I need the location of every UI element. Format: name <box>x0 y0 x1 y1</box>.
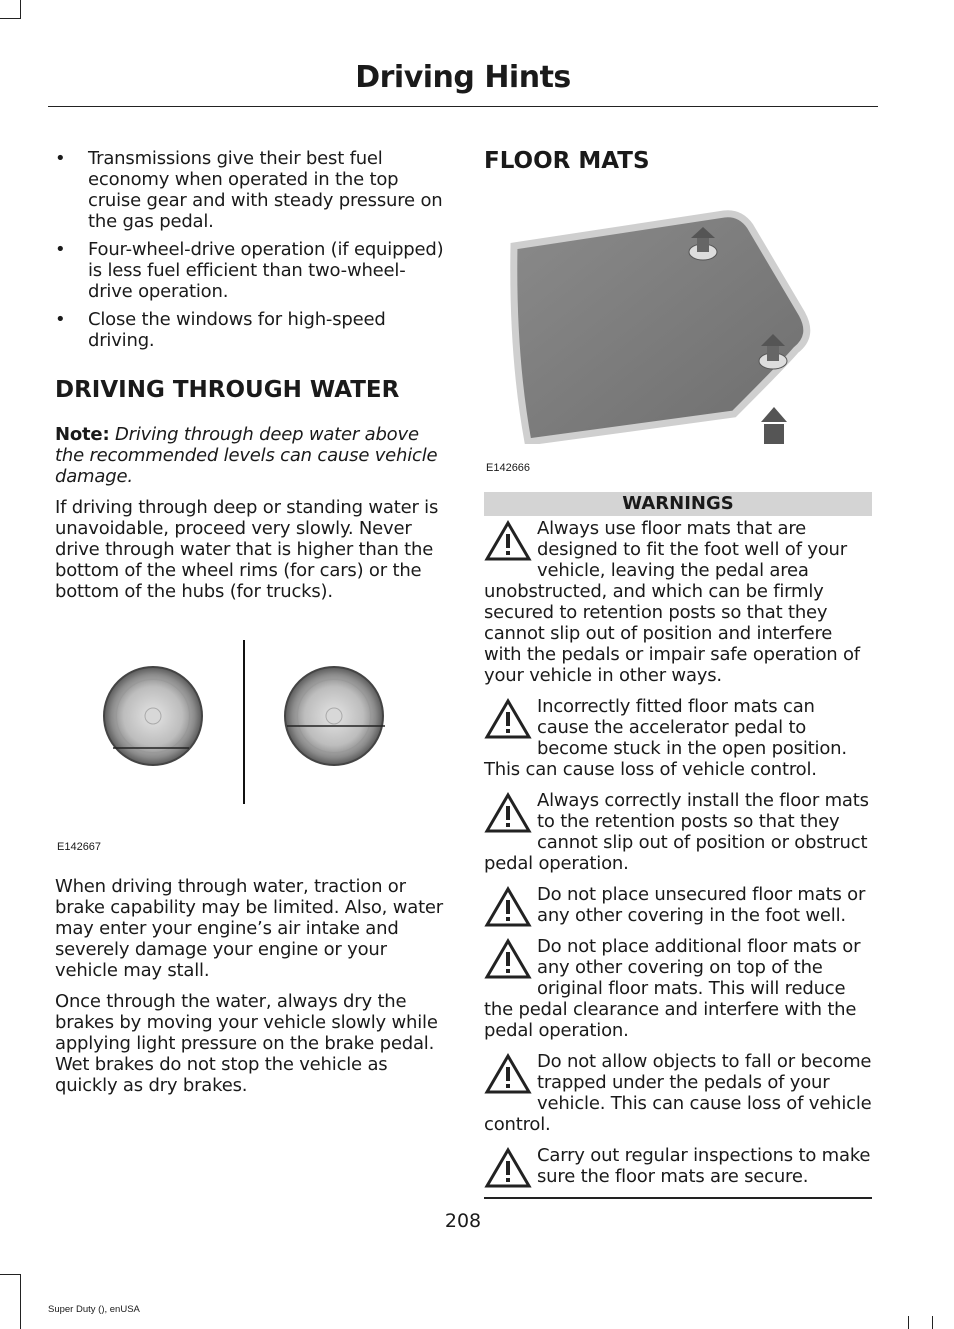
bullet-icon: • <box>55 148 66 169</box>
retention-post-icon <box>726 407 822 444</box>
list-item: • Close the windows for high-speed driving. <box>55 309 386 351</box>
warning-item: Always use floor mats that are designed to fit the foot well of your vehicle, leaving the pedal area unobstructed, and which can be firmly secured to retention posts so that they cannot slip out of position and interfere with the pedals or impair safe operation of your vehicle in other ways. <box>484 518 860 686</box>
floor-mat-figure <box>484 174 872 474</box>
page-title: Driving Hints <box>355 60 571 95</box>
bullet-icon: • <box>55 309 66 330</box>
figure-label: E142666 <box>486 462 531 474</box>
list-item: • Transmissions give their best fuel economy when operated in the top cruise gear and with steady pressure on the gas pedal. <box>55 148 443 232</box>
note <box>55 424 445 487</box>
wheel-depth-figure <box>55 640 445 910</box>
section-title-floor-mats: FLOOR MATS <box>484 148 650 174</box>
warning-item: Do not place unsecured floor mats or any other covering in the foot well. <box>484 884 872 926</box>
bullet-icon: • <box>55 239 66 260</box>
truck-wheel-icon <box>285 667 385 765</box>
warning-item: Do not place additional floor mats or any other covering on top of the original floor mats. This will reduce the pedal clearance and interfere with the pedal operation. <box>484 936 861 1041</box>
section-title-driving-through-water: DRIVING THROUGH WATER <box>55 377 400 403</box>
crop-mark <box>908 1316 909 1329</box>
floor-mat-illustration <box>484 174 872 444</box>
right-column <box>484 148 872 1199</box>
warning-triangle-icon <box>484 792 532 834</box>
list-item: • Four-wheel-drive operation (if equipped) is less fuel efficient than two-wheel-drive operation. <box>55 239 444 302</box>
warning-triangle-icon <box>484 1053 532 1095</box>
paragraph: When driving through water, traction or brake capability may be limited. Also, water may enter your engine’s air intake and severely damage your engine or your vehicle may stall. <box>55 876 444 981</box>
figure-label: E142667 <box>57 841 102 853</box>
page-number: 208 <box>444 1210 482 1232</box>
warning-triangle-icon <box>484 698 532 740</box>
left-column <box>55 148 445 1106</box>
warning-triangle-icon <box>484 520 532 562</box>
footer-text: Super Duty (), enUSA <box>48 1304 140 1315</box>
warnings-header: WARNINGS <box>484 492 872 516</box>
fuel-tips-list <box>55 148 445 351</box>
crop-mark <box>20 1274 21 1329</box>
crop-mark <box>932 1316 933 1329</box>
warning-item: Carry out regular inspections to make sure the floor mats are secure. <box>484 1145 872 1187</box>
warning-triangle-icon <box>484 938 532 980</box>
warning-item: Always correctly install the floor mats to the retention posts so that they cannot slip out of position or obstruct pedal operation. <box>484 790 869 874</box>
header-rule <box>48 106 878 107</box>
paragraph: If driving through deep or standing water is unavoidable, proceed very slowly. Never drive through water that is higher than the bottom of the wheel rims (for cars) or the bottom of the hubs (for trucks). <box>55 497 439 602</box>
floor-mat-shape <box>514 214 807 442</box>
car-wheel-icon <box>104 667 202 765</box>
note-label: Note: <box>55 424 110 445</box>
note-text: Driving through deep water above the recommended levels can cause vehicle damage. <box>55 424 438 487</box>
warning-item: Do not allow objects to fall or become trapped under the pedals of your vehicle. This can cause loss of vehicle control. <box>484 1051 872 1135</box>
crop-mark <box>0 1274 20 1275</box>
warnings-bottom-rule <box>484 1197 872 1199</box>
wheel-illustration <box>55 640 445 890</box>
warning-triangle-icon <box>484 886 532 928</box>
crop-mark <box>0 18 20 19</box>
paragraph: Once through the water, always dry the brakes by moving your vehicle slowly while applying light pressure on the brake pedal. Wet brakes do not stop the vehicle as quickly as dry brakes. <box>55 991 438 1096</box>
warning-item: Incorrectly fitted floor mats can cause the accelerator pedal to become stuck in the open position. This can cause loss of vehicle control. <box>484 696 847 780</box>
crop-mark <box>20 0 21 19</box>
warning-triangle-icon <box>484 1147 532 1189</box>
